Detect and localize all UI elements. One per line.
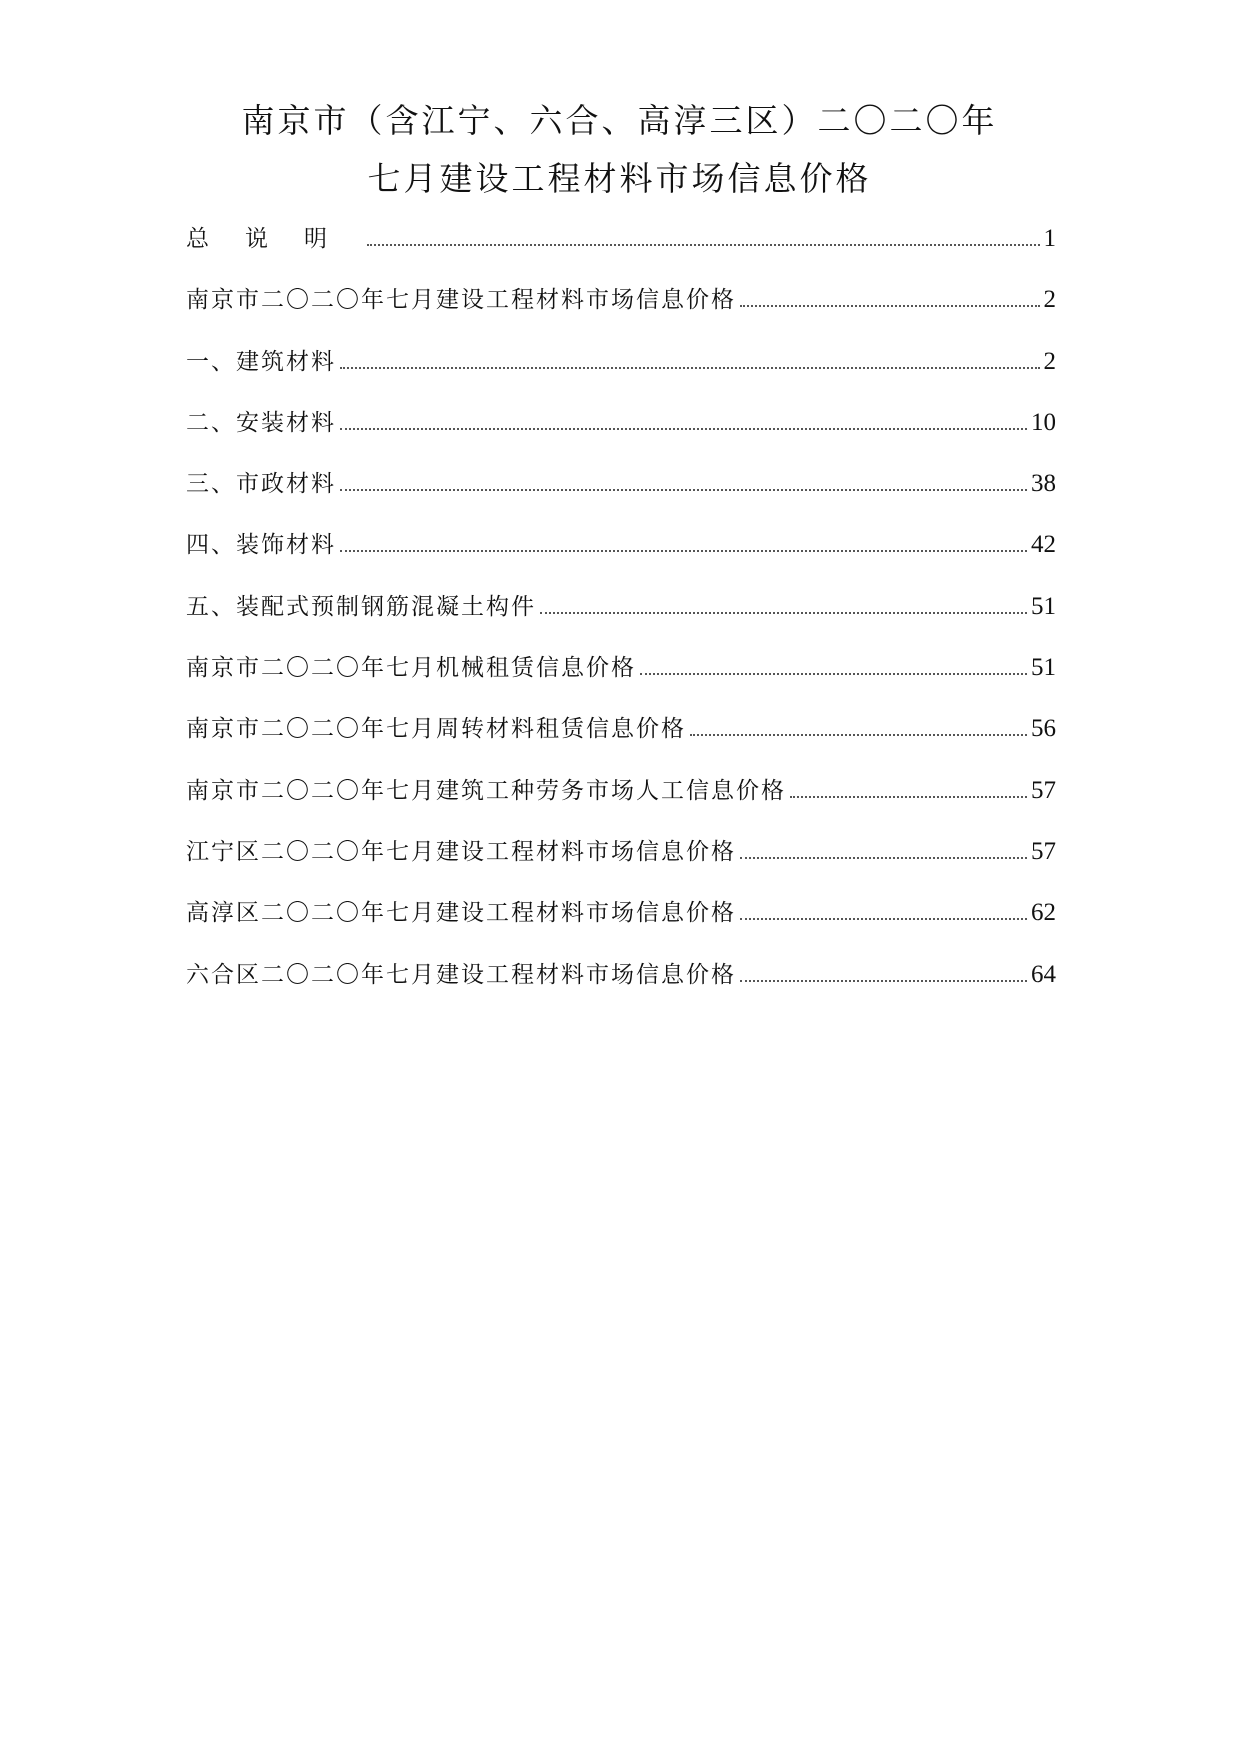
toc-entry-page: 62 [1031, 899, 1056, 927]
toc-dot-leader [690, 734, 1027, 736]
toc-entry-page: 51 [1031, 654, 1056, 682]
toc-entry-page: 51 [1031, 592, 1056, 620]
toc-entry-labor-prices[interactable] [186, 772, 1056, 833]
toc-entry-label: 南京市二〇二〇年七月机械租赁信息价格 [186, 655, 636, 682]
toc-entry-page: 2 [1043, 347, 1056, 375]
toc-entry-general-notes[interactable] [186, 220, 1056, 281]
toc-entry-municipal-materials[interactable] [186, 465, 1056, 526]
toc-dot-leader [790, 796, 1027, 798]
toc-dot-leader [640, 673, 1027, 675]
toc-entry-building-materials[interactable] [186, 343, 1056, 404]
toc-entry-page: 38 [1031, 470, 1056, 498]
document-title [0, 92, 1239, 208]
title-line-1: 南京市（含江宁、六合、高淳三区）二〇二〇年 [241, 101, 998, 140]
toc-entry-label: 一、建筑材料 [186, 348, 336, 375]
toc-dot-leader [340, 367, 1040, 369]
toc-dot-leader [740, 857, 1027, 859]
toc-entry-nanjing-materials[interactable] [186, 281, 1056, 342]
toc-dot-leader [340, 489, 1027, 491]
toc-dot-leader [340, 428, 1027, 430]
toc-dot-leader [540, 612, 1027, 614]
toc-dot-leader [740, 918, 1027, 920]
toc-entry-machinery-rental[interactable] [186, 649, 1056, 710]
toc-entry-label: 二、安装材料 [186, 409, 336, 436]
toc-entry-turnover-rental[interactable] [186, 710, 1056, 771]
toc-entry-label: 五、装配式预制钢筋混凝土构件 [186, 593, 536, 620]
toc-entry-page: 10 [1031, 408, 1056, 436]
toc-entry-decoration-materials[interactable] [186, 526, 1056, 587]
toc-entry-page: 56 [1031, 715, 1056, 743]
title-line-2: 七月建设工程材料市场信息价格 [367, 159, 872, 198]
toc-entry-luhe[interactable] [186, 956, 1056, 1017]
toc-entry-label: 南京市二〇二〇年七月建筑工种劳务市场人工信息价格 [186, 777, 786, 804]
toc-dot-leader [367, 244, 1040, 246]
toc-entry-label: 四、装饰材料 [186, 532, 336, 559]
toc-entry-jiangning[interactable] [186, 833, 1056, 894]
toc-dot-leader [740, 305, 1040, 307]
toc-entry-label: 总说明 [186, 226, 363, 252]
toc-entry-label: 南京市二〇二〇年七月建设工程材料市场信息价格 [186, 287, 736, 314]
toc-entry-page: 57 [1031, 837, 1056, 865]
toc-entry-label: 高淳区二〇二〇年七月建设工程材料市场信息价格 [186, 900, 736, 927]
toc-entry-page: 42 [1031, 531, 1056, 559]
toc-entry-prefab-concrete[interactable] [186, 588, 1056, 649]
toc-dot-leader [340, 550, 1027, 552]
toc-entry-page: 1 [1043, 225, 1056, 252]
toc-entry-page: 57 [1031, 776, 1056, 804]
toc-entry-installation-materials[interactable] [186, 404, 1056, 465]
table-of-contents [186, 220, 1056, 1017]
toc-entry-label: 江宁区二〇二〇年七月建设工程材料市场信息价格 [186, 838, 736, 865]
toc-entry-label: 南京市二〇二〇年七月周转材料租赁信息价格 [186, 716, 686, 743]
toc-entry-label: 三、市政材料 [186, 471, 336, 498]
toc-entry-gaochun[interactable] [186, 894, 1056, 955]
toc-entry-page: 2 [1043, 286, 1056, 314]
toc-entry-label: 六合区二〇二〇年七月建设工程材料市场信息价格 [186, 961, 736, 988]
toc-dot-leader [740, 980, 1027, 982]
toc-entry-page: 64 [1031, 960, 1056, 988]
